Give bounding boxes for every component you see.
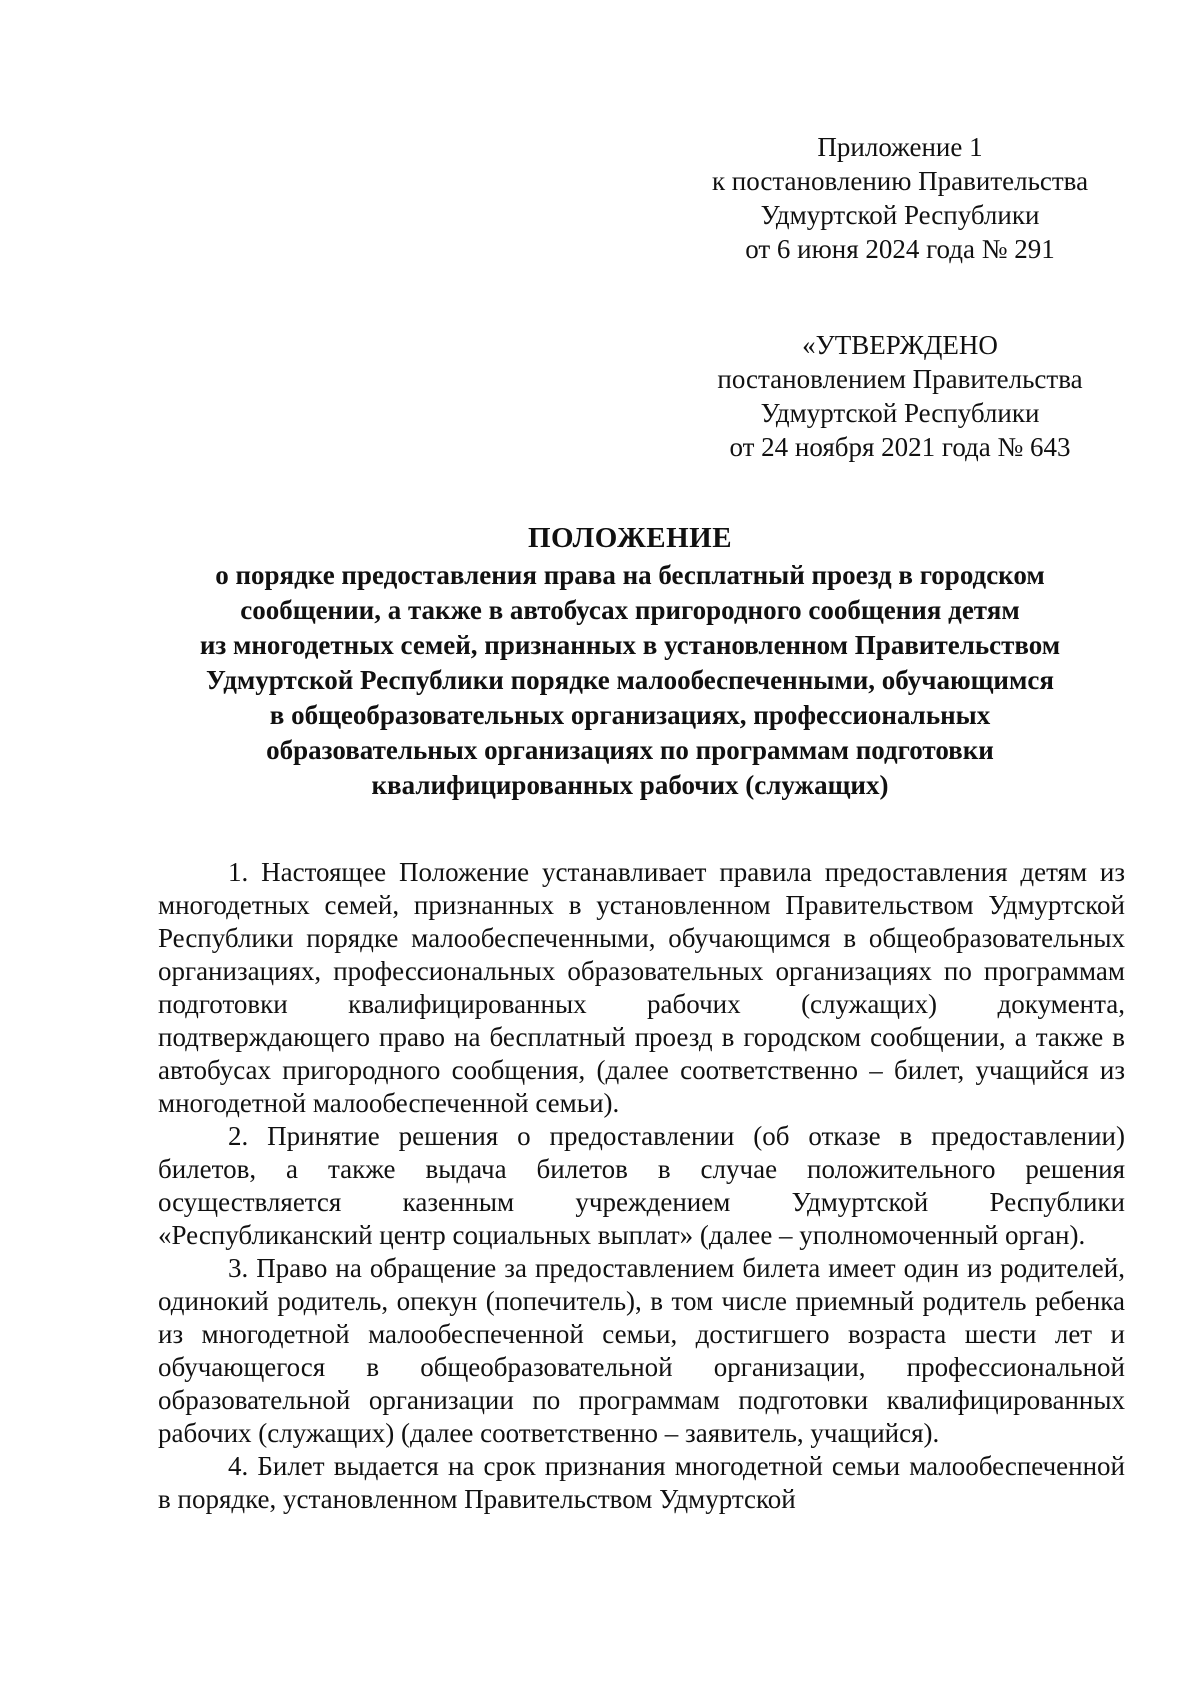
subtitle-line: в общеобразовательных организациях, профессиональных — [269, 700, 991, 730]
document-title — [160, 520, 1100, 803]
document-body — [158, 856, 1125, 1516]
appendix-region: Удмуртской Республики — [760, 200, 1040, 230]
paragraph-3: 3. Право на обращение за предоставлением билета имеет один из родителей, одинокий родитель, опекун (попечитель), в том числе приемный родитель ребенка из многодетной малообеспеченной семьи, достигшего возраста шести лет и обучающегося в общеобразовательной организации, профессиональной образовательной организации по программам подготовки квалифицированных рабочих (служащих) (далее соответственно – заявитель, учащийся). — [158, 1253, 1125, 1448]
appendix-header — [680, 130, 1120, 266]
subtitle-line: Удмуртской Республики порядке малообеспеченными, обучающимся — [206, 665, 1054, 695]
approval-date: от 24 ноября 2021 года № 643 — [729, 432, 1071, 462]
appendix-date: от 6 июня 2024 года № 291 — [745, 234, 1055, 264]
paragraph-4: 4. Билет выдается на срок признания многодетной семьи малообеспеченной в порядке, установленном Правительством Удмуртской — [158, 1451, 1125, 1514]
subtitle-line: сообщении, а также в автобусах пригородного сообщения детям — [240, 595, 1020, 625]
approval-reference: постановлением Правительства — [717, 364, 1083, 394]
appendix-number: Приложение 1 — [817, 132, 983, 162]
approval-stamp — [700, 328, 1100, 464]
paragraph-2: 2. Принятие решения о предоставлении (об отказе в предоставлении) билетов, а также выдача билетов в случае положительного решения осуществляется казенным учреждением Удмуртской Республики «Республиканский центр социальных выплат» (далее – уполномоченный орган). — [158, 1121, 1125, 1250]
subtitle-line: о порядке предоставления права на бесплатный проезд в городском — [215, 560, 1045, 590]
paragraph-1: 1. Настоящее Положение устанавливает правила предоставления детям из многодетных семей, признанных в установленном Правительством Удмуртской Республики порядке малообеспеченными, обучающимся в общеобразовательных организациях, профессиональных образовательных организациях по программам подготовки квалифицированных рабочих (служащих) документа, подтверждающего право на бесплатный проезд в городском сообщении, а также в автобусах пригородного сообщения, (далее соответственно – билет, учащийся из многодетной малообеспеченной семьи). — [158, 857, 1125, 1118]
title-heading: ПОЛОЖЕНИЕ — [527, 522, 733, 554]
appendix-reference: к постановлению Правительства — [711, 166, 1089, 196]
subtitle-line: из многодетных семей, признанных в установленном Правительством — [199, 630, 1061, 660]
subtitle-line: образовательных организациях по программам подготовки — [266, 735, 994, 765]
title-subtitle — [160, 558, 1100, 803]
subtitle-line: квалифицированных рабочих (служащих) — [371, 770, 889, 800]
approval-region: Удмуртской Республики — [760, 398, 1040, 428]
approval-heading: «УТВЕРЖДЕНО — [802, 330, 998, 360]
